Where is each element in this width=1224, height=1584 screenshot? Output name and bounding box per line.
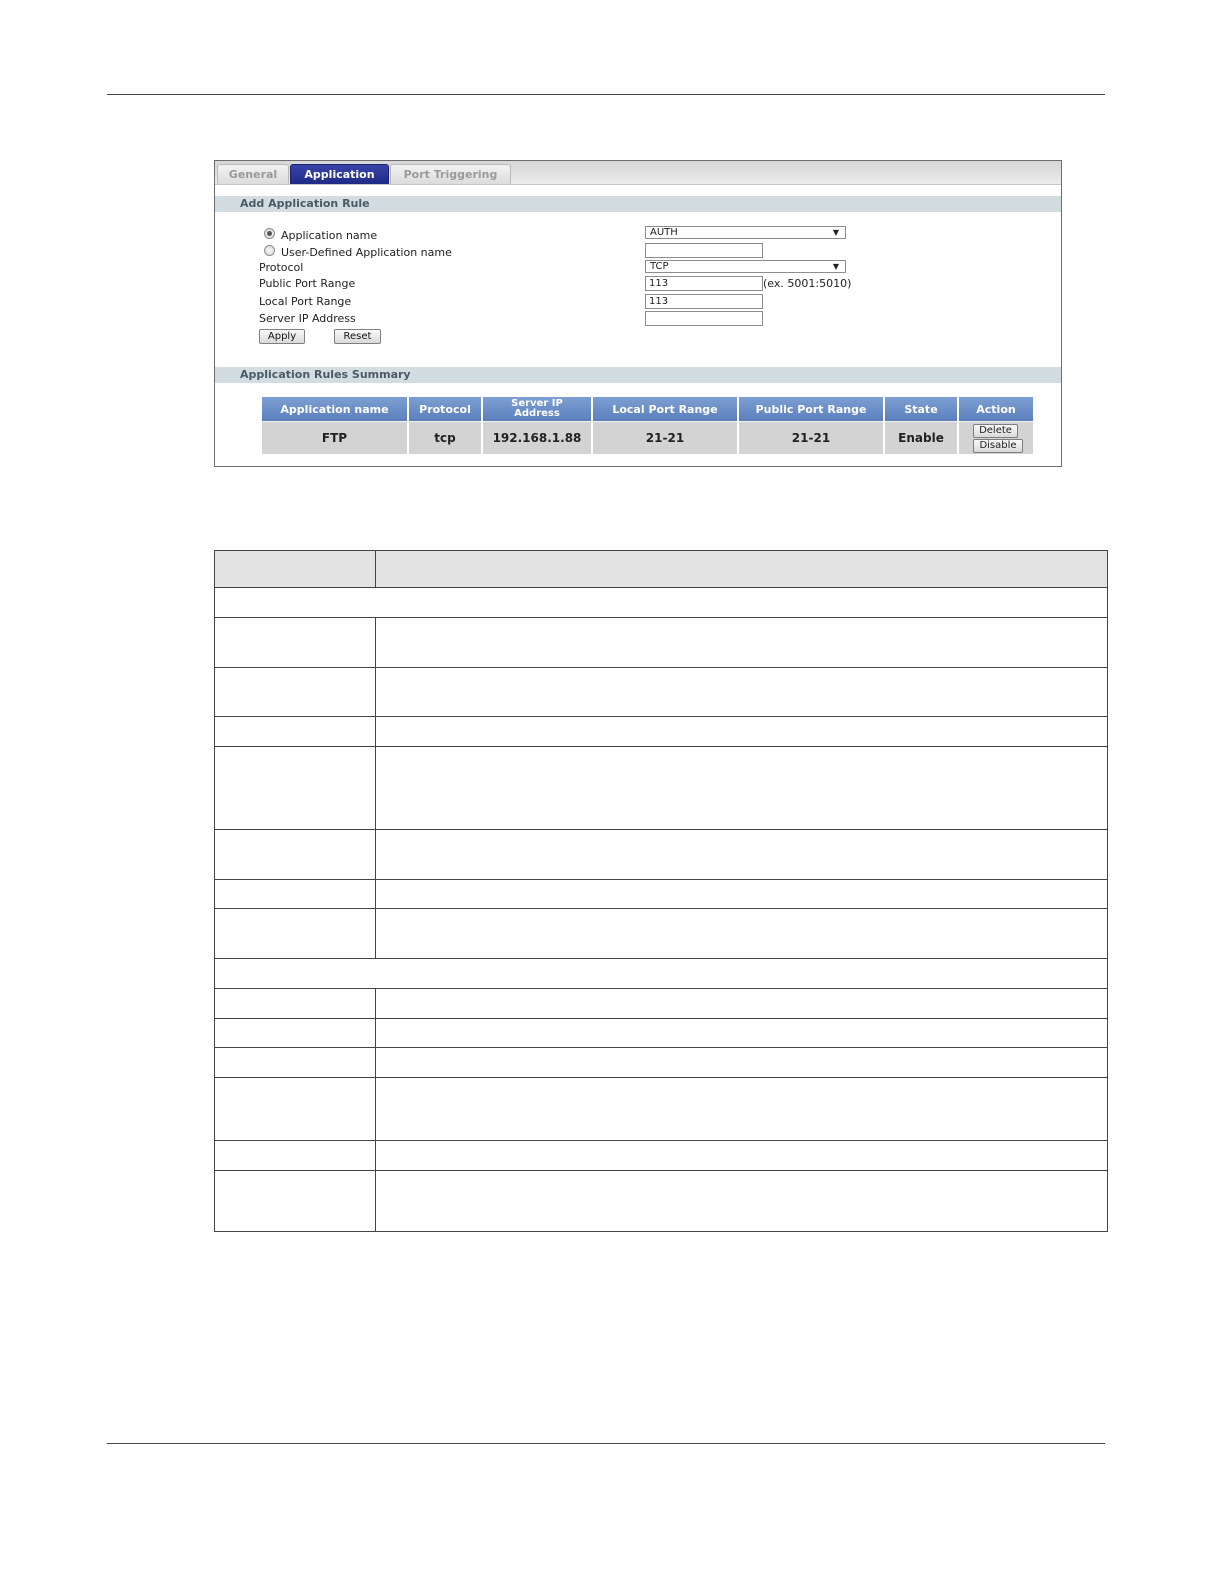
cell-public-port-range: 21-21 bbox=[739, 421, 883, 454]
application-rules-table bbox=[260, 397, 1035, 454]
description-row bbox=[215, 1170, 1107, 1231]
application-config-panel bbox=[214, 160, 1062, 467]
description-row bbox=[215, 617, 1107, 667]
description-row bbox=[215, 667, 1107, 716]
cell-local-port-range: 21-21 bbox=[593, 421, 737, 454]
server-ip-label: Server IP Address bbox=[259, 312, 356, 325]
application-name-radio[interactable] bbox=[264, 228, 275, 239]
col-server-ip: Server IP Address bbox=[483, 397, 591, 421]
description-row bbox=[215, 879, 1107, 908]
description-row bbox=[215, 1047, 1107, 1077]
local-port-range-input[interactable]: 113 bbox=[645, 294, 763, 309]
application-name-value: AUTH bbox=[650, 227, 678, 238]
server-ip-input[interactable] bbox=[645, 311, 763, 326]
col-action: Action bbox=[959, 397, 1033, 421]
description-row bbox=[215, 829, 1107, 879]
protocol-select[interactable] bbox=[645, 260, 846, 273]
tab-general[interactable]: General bbox=[217, 164, 289, 184]
public-port-range-label: Public Port Range bbox=[259, 277, 356, 290]
footer-rule bbox=[107, 1443, 1105, 1444]
header-rule bbox=[107, 94, 1105, 95]
local-port-range-label: Local Port Range bbox=[259, 295, 352, 308]
user-defined-label: User-Defined Application name bbox=[281, 246, 452, 259]
protocol-value: TCP bbox=[650, 261, 669, 272]
description-section-row bbox=[215, 587, 1107, 617]
cell-state: Enable bbox=[885, 421, 957, 454]
dropdown-arrow-icon: ▼ bbox=[832, 228, 839, 237]
field-description-table bbox=[214, 550, 1108, 1232]
cell-protocol: tcp bbox=[409, 421, 481, 454]
col-local-port-range: Local Port Range bbox=[593, 397, 737, 421]
cell-application-name: FTP bbox=[262, 421, 407, 454]
cell-server-ip: 192.168.1.88 bbox=[483, 421, 591, 454]
public-port-hint: (ex. 5001:5010) bbox=[763, 277, 852, 290]
col-protocol: Protocol bbox=[409, 397, 481, 421]
description-row bbox=[215, 746, 1107, 829]
description-row bbox=[215, 908, 1107, 958]
application-name-select[interactable] bbox=[645, 226, 846, 239]
tab-bar bbox=[215, 161, 1061, 185]
description-table-header bbox=[215, 551, 1107, 587]
description-row bbox=[215, 1140, 1107, 1170]
col-state: State bbox=[885, 397, 957, 421]
description-row bbox=[215, 1077, 1107, 1140]
col-application-name: Application name bbox=[262, 397, 407, 421]
dropdown-arrow-icon: ▼ bbox=[832, 262, 839, 271]
table-header-row bbox=[262, 397, 1033, 421]
cell-action bbox=[959, 421, 1033, 454]
description-row bbox=[215, 1018, 1107, 1047]
application-name-label: Application name bbox=[281, 229, 378, 242]
user-defined-name-input[interactable] bbox=[645, 243, 763, 258]
protocol-label: Protocol bbox=[259, 261, 304, 274]
table-row bbox=[262, 421, 1033, 454]
reset-button[interactable]: Reset bbox=[334, 329, 381, 344]
public-port-range-input[interactable]: 113 bbox=[645, 276, 763, 291]
description-row bbox=[215, 716, 1107, 746]
description-row bbox=[215, 988, 1107, 1018]
col-public-port-range: Public Port Range bbox=[739, 397, 883, 421]
delete-button[interactable]: Delete bbox=[973, 424, 1018, 438]
description-section-row bbox=[215, 958, 1107, 988]
apply-button[interactable]: Apply bbox=[259, 329, 305, 344]
disable-button[interactable]: Disable bbox=[973, 439, 1023, 453]
add-rule-section-title: Add Application Rule bbox=[215, 196, 1061, 212]
tab-application[interactable]: Application bbox=[290, 164, 389, 184]
tab-port-triggering[interactable]: Port Triggering bbox=[390, 164, 511, 184]
summary-section-title: Application Rules Summary bbox=[215, 367, 1061, 383]
user-defined-radio[interactable] bbox=[264, 245, 275, 256]
